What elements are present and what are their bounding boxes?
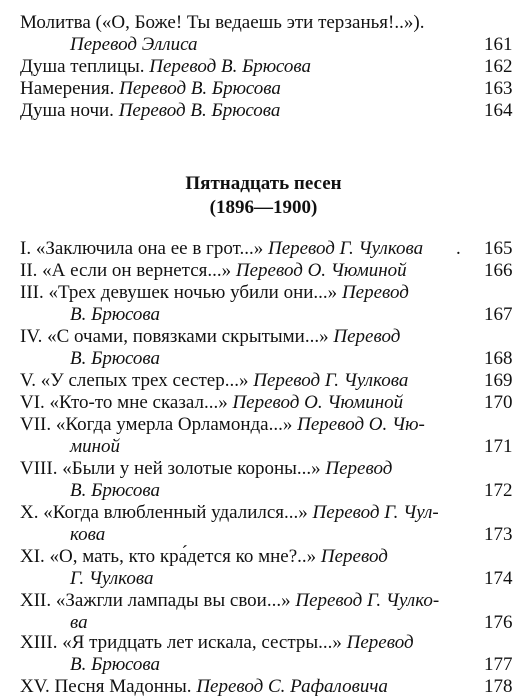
toc-entry — [20, 260, 513, 282]
entry-translator: Перевод Г. Чулкова — [253, 370, 409, 391]
toc-entry — [20, 502, 513, 546]
page-number: 168 — [484, 348, 513, 369]
entry-title: II. «А если он вернется...» — [20, 260, 232, 281]
page-number: 161 — [484, 34, 513, 55]
page-number: 165 — [484, 238, 513, 259]
entry-title: XV. Песня Мадонны. — [20, 676, 192, 697]
entry-translator: В. Брюсова — [70, 304, 161, 325]
entry-title: IV. «С очами, повязками скрытыми...» — [20, 326, 329, 347]
toc-entry — [20, 392, 513, 414]
entry-title: VIII. «Были у ней золотые короны...» — [20, 458, 321, 479]
entry-title: Душа ночи. — [20, 100, 114, 121]
page-number: 176 — [484, 612, 513, 633]
entry-translator: Перевод — [333, 326, 401, 347]
toc-entry — [20, 676, 513, 698]
entry-translator: Перевод Г. Чулко- — [295, 590, 440, 611]
entry-title: Душа теплицы. — [20, 56, 145, 77]
section-heading-years: (1896—1900) — [209, 197, 318, 218]
entry-translator: Перевод О. Чю- — [297, 414, 425, 435]
entry-title: V. «У слепых трех сестер...» — [20, 370, 249, 391]
toc-entry — [20, 56, 513, 78]
entry-translator: Перевод — [341, 282, 409, 303]
toc-entry — [20, 546, 513, 590]
entry-translator: Перевод — [320, 546, 388, 567]
page-number: 177 — [484, 654, 513, 675]
entry-title: XIII. «Я тридцать лет искала, сестры...» — [20, 632, 342, 653]
entry-translator: В. Брюсова — [70, 654, 161, 675]
page-number: 171 — [484, 436, 513, 457]
section-heading-title: Пятнадцать песен — [185, 173, 342, 194]
entry-translator: Перевод Г. Чулкова — [267, 238, 424, 259]
toc-entry — [20, 414, 513, 458]
page-number: 174 — [484, 568, 513, 589]
entry-title: Молитва («О, Боже! Ты ведаешь эти терзанья!..»). — [20, 12, 425, 33]
entry-translator: Перевод О. Чюминой — [232, 392, 404, 413]
entry-translator: Перевод В. Брюсова — [119, 78, 281, 99]
entry-translator: Перевод Эллиса — [70, 34, 198, 55]
toc-entry — [20, 78, 513, 100]
entry-translator: Перевод С. Рафаловича — [196, 676, 388, 697]
entry-title: III. «Трех девушек ночью убили они...» — [20, 282, 338, 303]
entry-translator: В. Брюсова — [70, 348, 161, 369]
page-number: 170 — [484, 392, 513, 413]
entry-title: VII. «Когда умерла Орламонда...» — [20, 414, 293, 435]
page-number: 169 — [484, 370, 513, 391]
entry-translator: Перевод В. Брюсова — [149, 56, 311, 77]
entry-translator: миной — [70, 436, 121, 457]
page-number: 163 — [484, 78, 513, 99]
toc-entry — [20, 238, 513, 260]
page-number: 164 — [484, 100, 513, 121]
page-number: 172 — [484, 480, 513, 501]
entry-title: X. «Когда влюбленный удалился...» — [20, 502, 308, 523]
toc-entry — [20, 282, 513, 326]
entry-translator: Г. Чулкова — [70, 568, 154, 589]
toc-entry — [20, 590, 513, 634]
entry-translator: Перевод Г. Чул- — [312, 502, 439, 523]
toc-entry — [20, 632, 513, 676]
dot-leader: . — [456, 238, 461, 259]
entry-title: XII. «Зажгли лампады вы свои...» — [20, 590, 291, 611]
entry-title: XI. «О, мать, кто кра́дется ко мне?..» — [20, 546, 317, 567]
entry-translator: Перевод — [325, 458, 393, 479]
toc-entry — [20, 100, 513, 122]
entry-translator: Перевод — [346, 632, 414, 653]
page-number: 166 — [484, 260, 513, 281]
page-number: 173 — [484, 524, 513, 545]
entry-title: VI. «Кто-то мне сказал...» — [20, 392, 228, 413]
entry-translator: кова — [70, 524, 106, 545]
toc-entry — [20, 12, 513, 56]
toc-entry — [20, 326, 513, 370]
entry-translator: Перевод О. Чюминой — [235, 260, 407, 281]
entry-translator: ва — [70, 612, 88, 633]
toc-entry — [20, 458, 513, 502]
entry-title: I. «Заключила она ее в грот...» — [20, 238, 264, 259]
entry-translator: В. Брюсова — [70, 480, 161, 501]
toc-entry — [20, 370, 513, 392]
page-number: 167 — [484, 304, 513, 325]
page-number: 162 — [484, 56, 513, 77]
entry-translator: Перевод В. Брюсова — [118, 100, 281, 121]
entry-title: Намерения. — [20, 78, 115, 99]
page-number: 178 — [484, 676, 513, 697]
